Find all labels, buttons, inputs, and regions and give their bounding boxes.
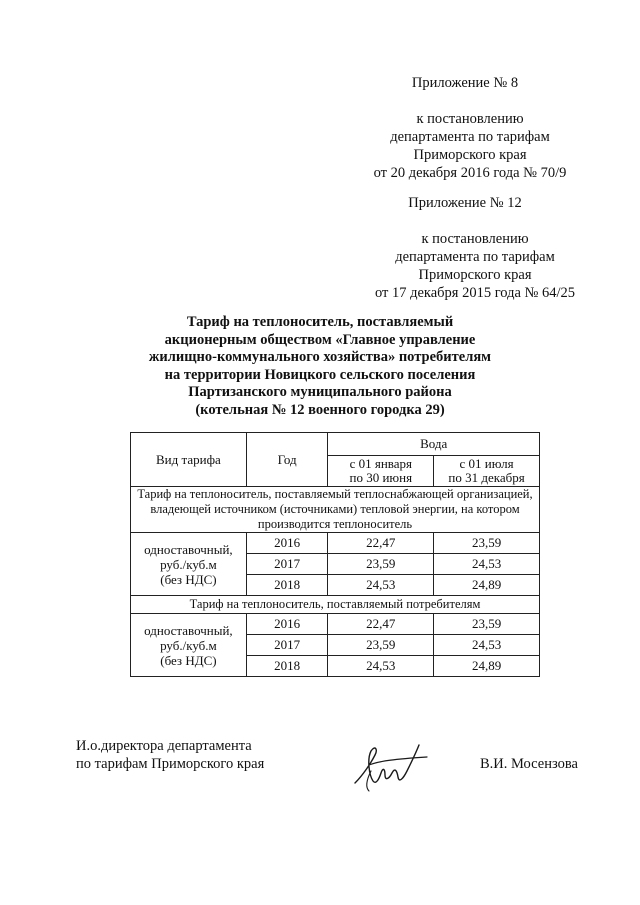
year-cell: 2017	[246, 554, 328, 575]
value-cell-h2: 23,59	[434, 614, 540, 635]
tariff-type-line: руб./куб.м	[160, 637, 217, 653]
appendix-current-line: к постановлению	[416, 111, 524, 127]
value-cell-h2: 23,59	[434, 533, 540, 554]
tariff-type-cell	[131, 614, 247, 677]
section-heading: Тариф на теплоноситель, поставляемый потребителям	[131, 596, 540, 614]
header-period-second-half	[434, 456, 540, 487]
title-line: на территории Новицкого сельского поселения	[164, 366, 476, 383]
appendix-original-line: департамента по тарифам	[395, 249, 555, 265]
year-cell: 2018	[246, 575, 328, 596]
signatory-position	[76, 737, 264, 773]
period-line: по 30 июня	[349, 470, 413, 485]
tariff-type-line: (без НДС)	[160, 571, 217, 587]
tariff-type-line: (без НДС)	[160, 652, 217, 668]
tariff-table	[130, 432, 540, 677]
year-cell: 2016	[246, 614, 328, 635]
period-line: с 01 января	[349, 456, 413, 471]
appendix-original-label: Приложение № 12	[408, 195, 522, 211]
appendix-current-reference	[350, 110, 590, 182]
value-cell-h1: 23,59	[328, 554, 434, 575]
value-cell-h2: 24,89	[434, 656, 540, 677]
year-cell: 2017	[246, 635, 328, 656]
appendix-current-line: от 20 декабря 2016 года № 70/9	[373, 165, 567, 181]
tariff-type-line: руб./куб.м	[160, 556, 217, 572]
appendix-original-reference	[350, 230, 600, 302]
title-line: Партизанского муниципального района	[188, 384, 452, 400]
appendix-original-line: от 17 декабря 2015 года № 64/25	[374, 285, 576, 301]
table-row	[131, 614, 540, 635]
appendix-original-line: к постановлению	[421, 231, 529, 247]
table-header-row	[131, 433, 540, 456]
value-cell-h1: 24,53	[328, 656, 434, 677]
appendix-current-label: Приложение № 8	[411, 75, 519, 91]
appendix-original-line: Приморского края	[418, 267, 532, 283]
value-cell-h2: 24,53	[434, 554, 540, 575]
value-cell-h1: 23,59	[328, 635, 434, 656]
header-tariff-type: Вид тарифа	[131, 433, 247, 487]
section-heading-row	[131, 596, 540, 614]
tariff-type-line: одноставочный,	[144, 622, 233, 638]
period-line: по 31 декабря	[448, 470, 525, 485]
signatory-position-line: по тарифам Приморского края	[76, 756, 265, 772]
appendix-original-title	[350, 194, 580, 212]
section-heading: Тариф на теплоноситель, поставляемый теплоснабжающей организацией, владеющей источником (источниками) тепловой энергии, на котором производится теплоноситель	[131, 487, 540, 533]
appendix-current-line: Приморского края	[413, 147, 527, 163]
value-cell-h1: 22,47	[328, 614, 434, 635]
title-line: Тариф на теплоноситель, поставляемый	[186, 314, 454, 330]
title-line: акционерным обществом «Главное управление	[164, 331, 476, 348]
header-water: Вода	[328, 433, 540, 456]
header-period-first-half	[328, 456, 434, 487]
value-cell-h2: 24,89	[434, 575, 540, 596]
signatory-position-line: И.о.директора департамента	[76, 738, 252, 754]
document-title	[100, 314, 540, 419]
period-line: с 01 июля	[459, 456, 514, 471]
year-cell: 2016	[246, 533, 328, 554]
value-cell-h1: 24,53	[328, 575, 434, 596]
handwritten-signature	[345, 735, 435, 795]
header-year: Год	[246, 433, 328, 487]
title-line: жилищно-коммунального хозяйства» потребителям	[148, 349, 492, 365]
value-cell-h1: 22,47	[328, 533, 434, 554]
tariff-type-cell	[131, 533, 247, 596]
year-cell: 2018	[246, 656, 328, 677]
table-row	[131, 533, 540, 554]
value-cell-h2: 24,53	[434, 635, 540, 656]
title-line: (котельная № 12 военного городка 29)	[195, 401, 445, 418]
signatory-name: В.И. Мосензова	[480, 756, 578, 772]
section-heading-row	[131, 487, 540, 533]
appendix-current-title	[350, 74, 580, 92]
tariff-type-line: одноставочный,	[144, 541, 233, 557]
appendix-current-line: департамента по тарифам	[390, 129, 550, 145]
